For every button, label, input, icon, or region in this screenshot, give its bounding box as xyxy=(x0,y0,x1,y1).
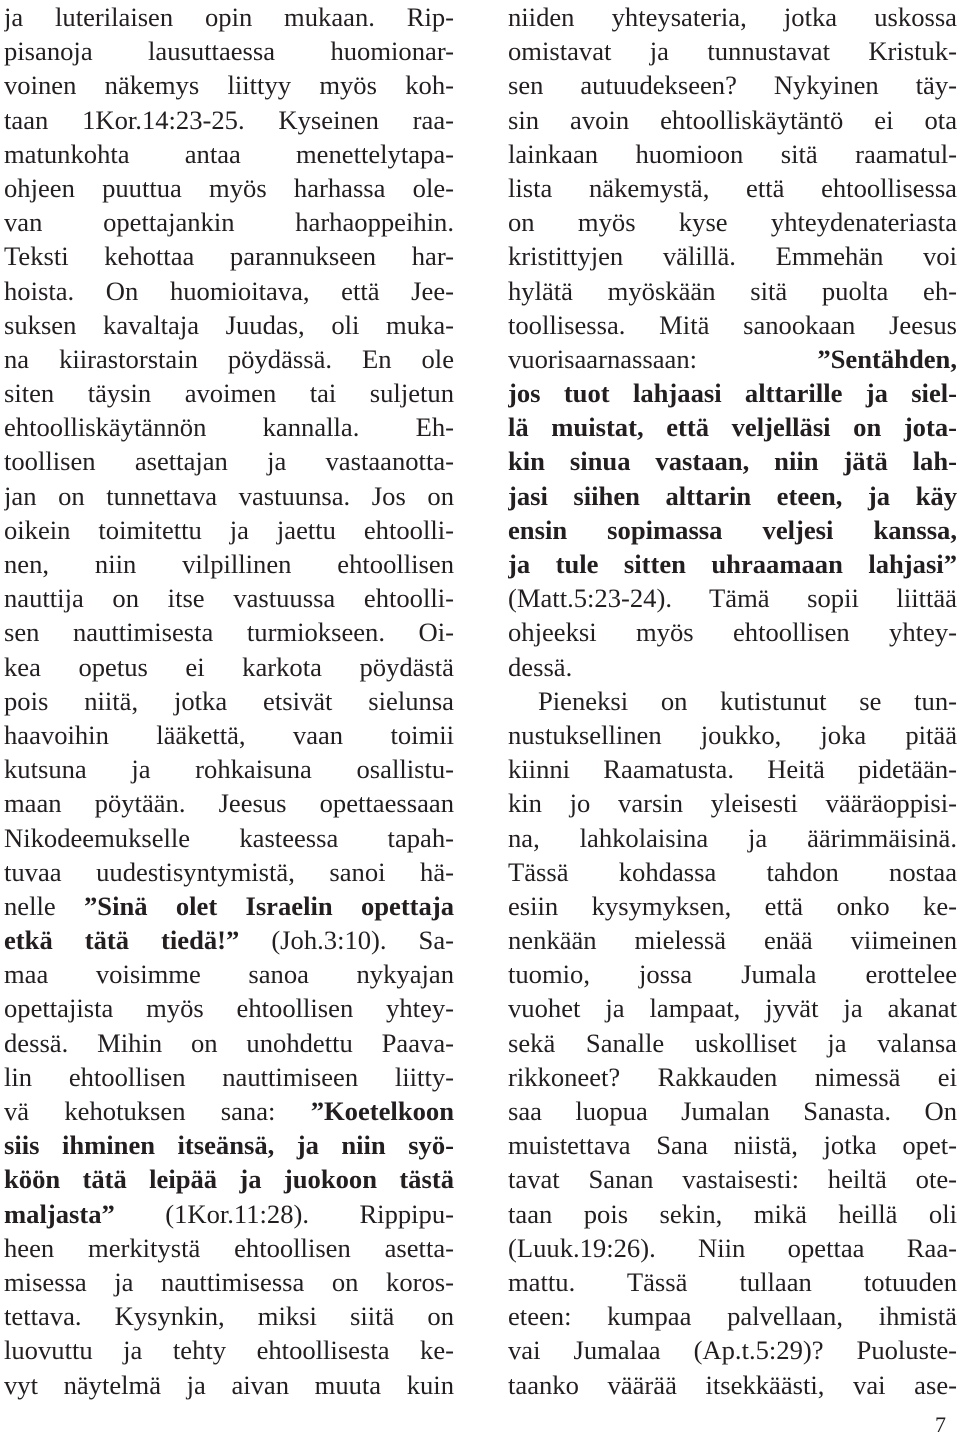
body-text: matunkohta antaa menettelytapa- xyxy=(4,138,454,169)
text-line xyxy=(4,1128,454,1162)
text-line xyxy=(508,1299,957,1333)
text-line xyxy=(508,752,957,786)
body-text: kin jo varsin yleisesti vääräoppisi- xyxy=(508,788,957,819)
body-text: misessa ja nauttimisessa on koros- xyxy=(4,1266,454,1297)
body-text: lista näkemystä, että ehtoollisessa xyxy=(508,172,957,203)
body-text: kristittyjen välillä. Emmehän voi xyxy=(508,241,957,272)
body-text: omistavat ja tunnustavat Kristuk- xyxy=(508,36,957,67)
text-line xyxy=(508,0,957,34)
text-line xyxy=(4,444,454,478)
text-line xyxy=(508,718,957,752)
body-text: na kiirastorstain pöydässä. En ole xyxy=(4,343,454,374)
body-text: (1Kor.11:28). Rippipu- xyxy=(114,1198,454,1229)
bold-text: lä muistat, että veljelläsi on jota- xyxy=(508,412,957,443)
body-text: oikein toimitettu ja jaettu ehtoolli- xyxy=(4,514,454,545)
page-number: 7 xyxy=(935,1412,946,1437)
text-line xyxy=(508,1333,957,1367)
text-line xyxy=(508,786,957,820)
text-line xyxy=(4,479,454,513)
text-line xyxy=(508,1128,957,1162)
text-line xyxy=(508,821,957,855)
body-text: esiin kysymyksen, että onko ke- xyxy=(508,890,957,921)
text-line xyxy=(4,274,454,308)
body-text: taan pois sekin, mikä heillä oli xyxy=(508,1198,957,1229)
body-text: ja luterilaisen opin mukaan. Rip- xyxy=(4,2,454,32)
body-text: niiden yhteysateria, jotka uskossa xyxy=(508,2,957,32)
body-text: lin ehtoollisen nauttimiseen liitty- xyxy=(4,1061,454,1092)
body-text: van opettajankin harhaoppeihin. xyxy=(4,207,454,238)
body-text: nustuksellinen joukko, joka pitää xyxy=(508,719,957,750)
text-line xyxy=(4,239,454,273)
text-line xyxy=(4,547,454,581)
body-text: (Matt.5:23-24). Tämä sopii liittää xyxy=(508,583,957,614)
body-text: vuohet ja lampaat, jyvät ja akanat xyxy=(508,993,957,1024)
body-text: sen autuudekseen? Nykyinen täy- xyxy=(508,70,957,101)
text-line xyxy=(508,581,957,615)
bold-text: maljasta” xyxy=(4,1198,115,1229)
text-line xyxy=(508,205,957,239)
text-line xyxy=(4,650,454,684)
body-text: voinen näkemys liittyy myös koh- xyxy=(4,70,454,101)
bold-text: jos tuot lahjaasi alttarille ja siel- xyxy=(508,378,957,409)
text-line xyxy=(4,0,454,34)
text-line xyxy=(4,410,454,444)
text-line xyxy=(4,1299,454,1333)
bold-text: etkä tätä tiedä!” xyxy=(4,925,240,956)
text-line xyxy=(4,752,454,786)
text-line xyxy=(4,1265,454,1299)
body-text: tettava. Kysynkin, miksi siitä on xyxy=(4,1301,454,1332)
body-text: muistettava Sana niistä, jotka opet- xyxy=(508,1130,957,1161)
text-line xyxy=(508,239,957,273)
body-text: mattu. Tässä tullaan totuuden xyxy=(508,1266,957,1297)
bold-text: ja tule sitten uhraamaan lahjasi” xyxy=(508,549,957,579)
text-line xyxy=(4,1368,454,1402)
text-line xyxy=(4,923,454,957)
body-text: ohjeen puuttua myös harhassa ole- xyxy=(4,172,454,203)
body-text: jan on tunnettava vastuunsa. Jos on xyxy=(4,480,454,511)
text-line xyxy=(508,137,957,171)
body-text: nauttija on itse vastuussa ehtoolli- xyxy=(4,583,454,614)
text-line xyxy=(508,171,957,205)
text-line xyxy=(508,308,957,342)
body-text: Nikodeemukselle kasteessa tapah- xyxy=(4,822,454,853)
body-text: nen, niin vilpillinen ehtoollisen xyxy=(4,549,454,579)
text-line xyxy=(508,1231,957,1265)
text-line xyxy=(4,581,454,615)
body-text: vai Jumalaa (Ap.t.5:29)? Puoluste- xyxy=(508,1335,957,1366)
text-line xyxy=(508,615,957,649)
text-line xyxy=(4,684,454,718)
bold-text: siis ihminen itseänsä, ja niin syö- xyxy=(4,1130,454,1161)
body-text: taan 1Kor.14:23-25. Kyseinen raa- xyxy=(4,104,454,135)
text-line xyxy=(508,684,957,718)
body-text: vä kehotuksen sana: xyxy=(4,1096,311,1126)
text-line xyxy=(508,513,957,547)
text-line xyxy=(4,376,454,410)
text-line xyxy=(4,1162,454,1196)
body-text: tuomio, jossa Jumala erottelee xyxy=(508,959,957,990)
body-text: (Joh.3:10). Sa- xyxy=(239,925,454,956)
body-text: dessä. xyxy=(508,651,573,682)
body-text: Teksti kehottaa parannukseen har- xyxy=(4,241,454,272)
body-text: rikkoneet? Rakkauden nimessä ei xyxy=(508,1061,957,1092)
body-text: ehtoolliskäytännön kannalla. Eh- xyxy=(4,412,454,443)
body-text: maa voisimme sanoa nykyajan xyxy=(4,959,454,990)
text-line xyxy=(508,1026,957,1060)
body-text: Tässä kohdassa tahdon nostaa xyxy=(508,856,957,887)
body-text: haavoihin lääkettä, vaan toimii xyxy=(4,719,454,750)
text-line xyxy=(508,650,957,684)
body-text: suksen kavaltaja Juudas, oli muka- xyxy=(4,309,454,340)
body-text: siten täysin avoimen tai suljetun xyxy=(4,378,454,409)
body-text: taanko väärää itsekkäästi, vai ase- xyxy=(508,1369,957,1400)
text-line xyxy=(4,1094,454,1128)
body-text: kea opetus ei karkota pöydästä xyxy=(4,651,454,682)
body-text: maan pöytään. Jeesus opettaessaan xyxy=(4,788,454,819)
text-line xyxy=(508,376,957,410)
body-text: on myös kyse yhteydenateriasta xyxy=(508,207,957,238)
body-text: hoista. On huomioitava, että Jee- xyxy=(4,275,454,306)
left-column xyxy=(4,0,454,1402)
text-line xyxy=(4,889,454,923)
body-text: kutsuna ja rohkaisuna osallistu- xyxy=(4,754,454,785)
text-line xyxy=(4,308,454,342)
body-text: luovuttu ja tehty ehtoollisesta ke- xyxy=(4,1335,454,1366)
body-text: pois niitä, jotka etsivät sielunsa xyxy=(4,685,454,716)
text-line xyxy=(4,991,454,1025)
text-line xyxy=(4,855,454,889)
text-line xyxy=(508,923,957,957)
text-line xyxy=(4,1333,454,1367)
text-line xyxy=(508,410,957,444)
body-text: vuorisaarnassaan: xyxy=(508,343,818,374)
text-line xyxy=(508,957,957,991)
body-text: nenkään mielessä enää viimeinen xyxy=(508,925,957,956)
body-text: toollisessa. Mitä sanookaan Jeesus xyxy=(508,309,957,340)
text-line xyxy=(508,1368,957,1402)
text-line xyxy=(508,34,957,68)
text-line xyxy=(4,1197,454,1231)
text-line xyxy=(508,991,957,1025)
body-text: sin avoin ehtoolliskäytäntö ei ota xyxy=(508,104,957,135)
body-text: heen merkitystä ehtoollisen asetta- xyxy=(4,1232,454,1263)
text-line xyxy=(508,274,957,308)
bold-text: jasi siihen alttarin eteen, ja käy xyxy=(508,480,957,511)
text-line xyxy=(4,1231,454,1265)
bold-text: ensin sopimassa veljesi kanssa, xyxy=(508,514,957,545)
text-line xyxy=(4,1026,454,1060)
text-line xyxy=(4,821,454,855)
text-line xyxy=(4,513,454,547)
text-line xyxy=(508,479,957,513)
body-text: hylätä myöskään sitä puolta eh- xyxy=(508,275,957,306)
body-text: na, lahkolaisina ja äärimmäisinä. xyxy=(508,822,957,853)
bold-text: ”Sentähden, xyxy=(817,343,957,374)
body-text: ohjeeksi myös ehtoollisen yhtey- xyxy=(508,617,957,648)
text-line xyxy=(508,342,957,376)
body-text: Pieneksi on kutistunut se tun- xyxy=(538,685,957,716)
text-line xyxy=(508,103,957,137)
bold-text: ”Sinä olet Israelin opettaja xyxy=(83,890,454,921)
body-text: nelle xyxy=(4,890,84,921)
body-text: tuvaa uudestisyntymistä, sanoi hä- xyxy=(4,856,454,887)
body-text: vyt näytelmä ja aivan muuta kuin xyxy=(4,1369,454,1400)
text-line xyxy=(508,1094,957,1128)
text-line xyxy=(4,137,454,171)
body-text: saa luopua Jumalan Sanasta. On xyxy=(508,1096,957,1126)
body-text: eteen: kumpaa palvellaan, ihmistä xyxy=(508,1301,957,1332)
text-line xyxy=(508,889,957,923)
text-line xyxy=(508,1197,957,1231)
body-text: sekä Sanalle uskolliset ja valansa xyxy=(508,1027,957,1058)
body-text: (Luuk.19:26). Niin opettaa Raa- xyxy=(508,1232,957,1263)
bold-text: ”Koetelkoon xyxy=(310,1096,454,1126)
text-line xyxy=(4,171,454,205)
text-line xyxy=(508,855,957,889)
body-text: opettajista myös ehtoollisen yhtey- xyxy=(4,993,454,1024)
text-line xyxy=(4,103,454,137)
text-line xyxy=(508,547,957,581)
text-line xyxy=(4,615,454,649)
bold-text: kin sinua vastaan, niin jätä lah- xyxy=(508,446,957,477)
text-line xyxy=(508,1162,957,1196)
text-line xyxy=(4,718,454,752)
text-line xyxy=(508,68,957,102)
text-line xyxy=(4,34,454,68)
text-line xyxy=(4,342,454,376)
body-text: pisanoja lausuttaessa huomionar- xyxy=(4,36,454,67)
text-line xyxy=(508,444,957,478)
text-line xyxy=(4,205,454,239)
body-text: dessä. Mihin on unohdettu Paava- xyxy=(4,1027,454,1058)
bold-text: köön tätä leipää ja juokoon tästä xyxy=(4,1164,454,1195)
text-line xyxy=(4,786,454,820)
text-line xyxy=(4,957,454,991)
text-line xyxy=(4,68,454,102)
right-column xyxy=(508,0,957,1402)
body-text: lainkaan huomioon sitä raamatul- xyxy=(508,138,957,169)
body-text: sen nauttimisesta turmiokseen. Oi- xyxy=(4,617,454,648)
body-text: kiinni Raamatusta. Heitä pidetään- xyxy=(508,754,957,785)
body-text: toollisen asettajan ja vastaanotta- xyxy=(4,446,454,477)
text-line xyxy=(508,1265,957,1299)
text-line xyxy=(4,1060,454,1094)
text-line xyxy=(508,1060,957,1094)
body-text: tavat Sanan vastaisesti: heiltä ote- xyxy=(508,1164,957,1195)
